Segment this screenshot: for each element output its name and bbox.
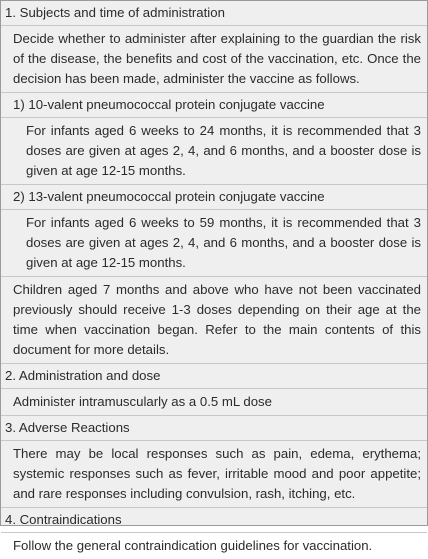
section-3-body-text: There may be local responses such as pain, edema, erythema; systemic responses such as fever, irritable mood and poor appetite; and rare responses including convulsion, rash, itching, etc. bbox=[13, 446, 421, 501]
section-2-heading: 2. Administration and dose bbox=[1, 364, 427, 389]
section-3-heading: 3. Adverse Reactions bbox=[1, 416, 427, 441]
section-1-intro bbox=[1, 26, 427, 93]
section-1-heading: 1. Subjects and time of administration bbox=[1, 1, 427, 26]
subsection-1-body bbox=[1, 118, 427, 185]
section-4-body bbox=[1, 533, 427, 559]
section-4-heading: 4. Contraindications bbox=[1, 508, 427, 533]
section-2-body bbox=[1, 389, 427, 416]
subsection-1-body-text: For infants aged 6 weeks to 24 months, it is recommended that 3 doses are given at ages 2, 4, and 6 months, and a booster dose is given at age 12-15 months. bbox=[26, 123, 421, 178]
subsection-2-body-text: For infants aged 6 weeks to 59 months, it is recommended that 3 doses are given at ages 2, 4, and 6 months, and a booster dose is given at age 12-15 months. bbox=[26, 215, 421, 270]
section-1-intro-text: Decide whether to administer after explaining to the guardian the risk of the disease, the benefits and cost of the vaccination, etc. Once the decision has been made, administer the vaccine as follows. bbox=[13, 31, 421, 86]
subsection-2-body bbox=[1, 210, 427, 277]
section-3-body bbox=[1, 441, 427, 508]
section-1-outro-text: Children aged 7 months and above who have not been vaccinated previously should receive 1-3 doses depending on their age at the time when vaccination began. Refer to the main contents of this document for more details. bbox=[13, 282, 421, 357]
subsection-1-heading: 1) 10-valent pneumococcal protein conjugate vaccine bbox=[1, 93, 427, 118]
subsection-2-heading: 2) 13-valent pneumococcal protein conjugate vaccine bbox=[1, 185, 427, 210]
section-1-outro bbox=[1, 277, 427, 364]
section-2-body-text: Administer intramuscularly as a 0.5 mL dose bbox=[13, 394, 272, 409]
section-4-body-text: Follow the general contraindication guidelines for vaccination. bbox=[13, 538, 373, 553]
